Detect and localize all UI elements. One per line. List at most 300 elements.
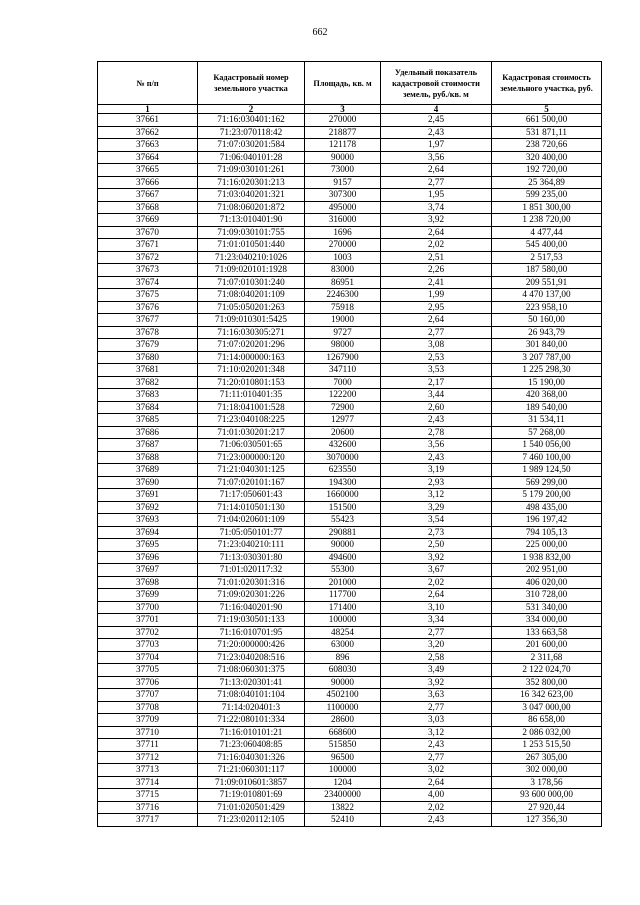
row-number-cell: 37666 [98, 176, 198, 189]
table-row [98, 514, 602, 527]
row-number-cell: 37683 [98, 389, 198, 402]
cadastral-cost-cell: 201 600,00 [492, 639, 602, 652]
cadastral-cost-cell: 334 000,00 [492, 614, 602, 627]
area-cell: 494600 [305, 551, 381, 564]
area-cell: 307300 [305, 189, 381, 202]
table-row [98, 351, 602, 364]
cadastral-cost-cell: 267 305,00 [492, 751, 602, 764]
unit-value-cell: 3,63 [381, 689, 492, 702]
table-row [98, 764, 602, 777]
table-row [98, 776, 602, 789]
cadastral-number-cell: 71:16:020301:213 [198, 176, 305, 189]
table-row [98, 189, 602, 202]
table-row [98, 214, 602, 227]
unit-value-cell: 3,02 [381, 764, 492, 777]
cadastral-number-cell: 71:16:040301:326 [198, 751, 305, 764]
cadastral-number-cell: 71:01:020117:32 [198, 564, 305, 577]
cadastral-number-cell: 71:16:010101:21 [198, 726, 305, 739]
column-number: 2 [198, 105, 305, 114]
unit-value-cell: 3,92 [381, 551, 492, 564]
area-cell: 55423 [305, 514, 381, 527]
row-number-cell: 37698 [98, 576, 198, 589]
row-number-cell: 37673 [98, 264, 198, 277]
area-cell: 9157 [305, 176, 381, 189]
unit-value-cell: 2,43 [381, 451, 492, 464]
cadastral-number-cell: 71:14:000000:163 [198, 351, 305, 364]
unit-value-cell: 1,95 [381, 189, 492, 202]
area-cell: 12977 [305, 414, 381, 427]
area-cell: 100000 [305, 764, 381, 777]
cadastral-number-cell: 71:07:020201:296 [198, 339, 305, 352]
row-number-cell: 37695 [98, 539, 198, 552]
area-cell: 432600 [305, 439, 381, 452]
area-cell: 72900 [305, 401, 381, 414]
cadastral-cost-cell: 3 047 000,00 [492, 701, 602, 714]
cadastral-cost-cell: 209 551,91 [492, 276, 602, 289]
cadastral-number-cell: 71:05:050101:77 [198, 526, 305, 539]
table-row [98, 614, 602, 627]
table-row [98, 289, 602, 302]
area-cell: 3070000 [305, 451, 381, 464]
area-cell: 151500 [305, 501, 381, 514]
cadastral-cost-cell: 57 268,00 [492, 426, 602, 439]
table-row [98, 814, 602, 827]
row-number-cell: 37664 [98, 151, 198, 164]
cadastral-cost-cell: 420 368,00 [492, 389, 602, 402]
row-number-cell: 37709 [98, 714, 198, 727]
table-row [98, 451, 602, 464]
row-number-cell: 37708 [98, 701, 198, 714]
page-number: 662 [312, 27, 328, 38]
area-cell: 83000 [305, 264, 381, 277]
cadastral-number-cell: 71:21:060301:117 [198, 764, 305, 777]
row-number-cell: 37713 [98, 764, 198, 777]
unit-value-cell: 3,49 [381, 664, 492, 677]
header-row-number: № п/п [98, 62, 198, 105]
unit-value-cell: 3,56 [381, 151, 492, 164]
row-number-cell: 37706 [98, 676, 198, 689]
area-cell: 201000 [305, 576, 381, 589]
cadastral-number-cell: 71:01:020501:429 [198, 801, 305, 814]
unit-value-cell: 3,92 [381, 214, 492, 227]
row-number-cell: 37685 [98, 414, 198, 427]
cadastral-cost-cell: 320 400,00 [492, 151, 602, 164]
table-row [98, 626, 602, 639]
area-cell: 1696 [305, 226, 381, 239]
cadastral-number-cell: 71:18:041001:528 [198, 401, 305, 414]
unit-value-cell: 3,10 [381, 601, 492, 614]
table-row [98, 164, 602, 177]
table-row [98, 539, 602, 552]
unit-value-cell: 3,19 [381, 464, 492, 477]
table-row [98, 364, 602, 377]
unit-value-cell: 2,17 [381, 376, 492, 389]
row-number-cell: 37693 [98, 514, 198, 527]
unit-value-cell: 2,53 [381, 351, 492, 364]
table-body [98, 114, 602, 827]
header-cadastral-number: Кадастровый номер земельного участка [198, 62, 305, 105]
cadastral-number-cell: 71:23:040210:1026 [198, 251, 305, 264]
cadastral-cost-cell: 50 160,00 [492, 314, 602, 327]
table-row [98, 426, 602, 439]
unit-value-cell: 2,50 [381, 539, 492, 552]
table-row [98, 314, 602, 327]
area-cell: 1660000 [305, 489, 381, 502]
table-row [98, 526, 602, 539]
unit-value-cell: 2,64 [381, 589, 492, 602]
cadastral-cost-cell: 661 500,00 [492, 114, 602, 127]
cadastral-number-cell: 71:09:010301:5425 [198, 314, 305, 327]
table-row [98, 239, 602, 252]
row-number-cell: 37682 [98, 376, 198, 389]
row-number-cell: 37700 [98, 601, 198, 614]
cadastral-cost-cell: 196 197,42 [492, 514, 602, 527]
cadastral-cost-cell: 1 989 124,50 [492, 464, 602, 477]
unit-value-cell: 3,12 [381, 726, 492, 739]
cadastral-cost-cell: 2 122 024,70 [492, 664, 602, 677]
area-cell: 495000 [305, 201, 381, 214]
cadastral-cost-cell: 1 238 720,00 [492, 214, 602, 227]
area-cell: 73000 [305, 164, 381, 177]
row-number-cell: 37676 [98, 301, 198, 314]
row-number-cell: 37669 [98, 214, 198, 227]
cadastral-number-cell: 71:01:020301:316 [198, 576, 305, 589]
table-row [98, 339, 602, 352]
row-number-cell: 37677 [98, 314, 198, 327]
cadastral-number-cell: 71:09:030101:261 [198, 164, 305, 177]
cadastral-cost-cell: 406 020,00 [492, 576, 602, 589]
cadastral-number-cell: 71:07:030201:584 [198, 139, 305, 152]
row-number-cell: 37716 [98, 801, 198, 814]
row-number-cell: 37707 [98, 689, 198, 702]
row-number-cell: 37691 [98, 489, 198, 502]
unit-value-cell: 3,03 [381, 714, 492, 727]
cadastral-cost-cell: 2 517,53 [492, 251, 602, 264]
unit-value-cell: 2,43 [381, 814, 492, 827]
area-cell: 28600 [305, 714, 381, 727]
area-cell: 270000 [305, 114, 381, 127]
table-row [98, 301, 602, 314]
row-number-cell: 37696 [98, 551, 198, 564]
cadastral-number-cell: 71:14:020401:3 [198, 701, 305, 714]
row-number-cell: 37710 [98, 726, 198, 739]
area-cell: 90000 [305, 151, 381, 164]
cadastral-number-cell: 71:19:010801:69 [198, 789, 305, 802]
row-number-cell: 37663 [98, 139, 198, 152]
area-cell: 218877 [305, 126, 381, 139]
cadastral-number-cell: 71:20:000000:426 [198, 639, 305, 652]
cadastral-number-cell: 71:11:010401:35 [198, 389, 305, 402]
cadastral-number-cell: 71:06:040101:28 [198, 151, 305, 164]
cadastral-cost-cell: 2 086 032,00 [492, 726, 602, 739]
row-number-cell: 37689 [98, 464, 198, 477]
unit-value-cell: 3,12 [381, 489, 492, 502]
cadastral-cost-cell: 302 000,00 [492, 764, 602, 777]
unit-value-cell: 3,67 [381, 564, 492, 577]
area-cell: 194300 [305, 476, 381, 489]
table-row [98, 176, 602, 189]
row-number-cell: 37674 [98, 276, 198, 289]
row-number-cell: 37670 [98, 226, 198, 239]
cadastral-cost-cell: 7 460 100,00 [492, 451, 602, 464]
area-cell: 13822 [305, 801, 381, 814]
table-row [98, 639, 602, 652]
cadastral-cost-cell: 5 179 200,00 [492, 489, 602, 502]
area-cell: 4502100 [305, 689, 381, 702]
cadastral-number-cell: 71:01:030201:217 [198, 426, 305, 439]
unit-value-cell: 2,64 [381, 226, 492, 239]
unit-value-cell: 2,41 [381, 276, 492, 289]
cadastral-number-cell: 71:23:070118:42 [198, 126, 305, 139]
unit-value-cell: 2,77 [381, 751, 492, 764]
cadastral-number-cell: 71:10:020201:348 [198, 364, 305, 377]
unit-value-cell: 1,97 [381, 139, 492, 152]
cadastral-cost-cell: 27 920,44 [492, 801, 602, 814]
cadastral-number-cell: 71:08:040101:104 [198, 689, 305, 702]
unit-value-cell: 2,73 [381, 526, 492, 539]
unit-value-cell: 2,64 [381, 776, 492, 789]
unit-value-cell: 2,64 [381, 164, 492, 177]
cadastral-cost-cell: 310 728,00 [492, 589, 602, 602]
row-number-cell: 37699 [98, 589, 198, 602]
unit-value-cell: 2,77 [381, 176, 492, 189]
cadastral-cost-cell: 3 207 787,00 [492, 351, 602, 364]
unit-value-cell: 2,02 [381, 239, 492, 252]
cadastral-number-cell: 71:03:040201:321 [198, 189, 305, 202]
row-number-cell: 37679 [98, 339, 198, 352]
cadastral-number-cell: 71:22:080101:334 [198, 714, 305, 727]
row-number-cell: 37686 [98, 426, 198, 439]
table-row [98, 789, 602, 802]
row-number-cell: 37680 [98, 351, 198, 364]
area-cell: 9727 [305, 326, 381, 339]
cadastral-number-cell: 71:23:020112:105 [198, 814, 305, 827]
column-number-row [98, 105, 602, 114]
cadastral-cost-cell: 531 871,11 [492, 126, 602, 139]
table-row [98, 689, 602, 702]
row-number-cell: 37671 [98, 239, 198, 252]
area-cell: 316000 [305, 214, 381, 227]
row-number-cell: 37672 [98, 251, 198, 264]
area-cell: 608030 [305, 664, 381, 677]
table-row [98, 139, 602, 152]
table-row [98, 801, 602, 814]
cadastral-number-cell: 71:09:020301:226 [198, 589, 305, 602]
unit-value-cell: 1,99 [381, 289, 492, 302]
row-number-cell: 37714 [98, 776, 198, 789]
cadastral-cost-cell: 301 840,00 [492, 339, 602, 352]
cadastral-cost-cell: 127 356,30 [492, 814, 602, 827]
unit-value-cell: 3,56 [381, 439, 492, 452]
row-number-cell: 37711 [98, 739, 198, 752]
table-row [98, 114, 602, 127]
table-row [98, 126, 602, 139]
area-cell: 55300 [305, 564, 381, 577]
area-cell: 347110 [305, 364, 381, 377]
table-row [98, 264, 602, 277]
table-row [98, 464, 602, 477]
unit-value-cell: 2,51 [381, 251, 492, 264]
cadastral-cost-cell: 93 600 000,00 [492, 789, 602, 802]
unit-value-cell: 2,77 [381, 626, 492, 639]
cadastral-cost-cell: 1 540 056,00 [492, 439, 602, 452]
cadastral-number-cell: 71:08:060201:872 [198, 201, 305, 214]
column-number: 1 [98, 105, 198, 114]
table-row [98, 726, 602, 739]
row-number-cell: 37675 [98, 289, 198, 302]
area-cell: 98000 [305, 339, 381, 352]
table-row [98, 664, 602, 677]
cadastral-cost-cell: 794 105,13 [492, 526, 602, 539]
table-row [98, 601, 602, 614]
area-cell: 623550 [305, 464, 381, 477]
cadastral-number-cell: 71:07:020101:167 [198, 476, 305, 489]
row-number-cell: 37717 [98, 814, 198, 827]
cadastral-number-cell: 71:23:060408:85 [198, 739, 305, 752]
table-row [98, 414, 602, 427]
unit-value-cell: 3,08 [381, 339, 492, 352]
area-cell: 100000 [305, 614, 381, 627]
unit-value-cell: 2,43 [381, 739, 492, 752]
table-row [98, 589, 602, 602]
table-row [98, 501, 602, 514]
cadastral-cost-cell: 225 000,00 [492, 539, 602, 552]
cadastral-cost-cell: 599 235,00 [492, 189, 602, 202]
cadastral-cost-cell: 4 470 137,00 [492, 289, 602, 302]
cadastral-cost-cell: 31 534,11 [492, 414, 602, 427]
area-cell: 7000 [305, 376, 381, 389]
area-cell: 270000 [305, 239, 381, 252]
table-row [98, 226, 602, 239]
table-row [98, 251, 602, 264]
cadastral-number-cell: 71:23:000000:120 [198, 451, 305, 464]
table-row [98, 276, 602, 289]
unit-value-cell: 2,95 [381, 301, 492, 314]
cadastral-number-cell: 71:16:030305:271 [198, 326, 305, 339]
cadastral-number-cell: 71:17:050601:43 [198, 489, 305, 502]
cadastral-cost-cell: 498 435,00 [492, 501, 602, 514]
table-row [98, 576, 602, 589]
cadastral-number-cell: 71:05:050201:263 [198, 301, 305, 314]
cadastral-number-cell: 71:16:010701:95 [198, 626, 305, 639]
table-row [98, 676, 602, 689]
cadastral-cost-cell: 16 342 623,00 [492, 689, 602, 702]
table-row [98, 401, 602, 414]
unit-value-cell: 3,29 [381, 501, 492, 514]
area-cell: 121178 [305, 139, 381, 152]
area-cell: 90000 [305, 539, 381, 552]
table-row [98, 376, 602, 389]
area-cell: 896 [305, 651, 381, 664]
cadastral-number-cell: 71:23:040208:516 [198, 651, 305, 664]
row-number-cell: 37690 [98, 476, 198, 489]
cadastral-number-cell: 71:16:040201:90 [198, 601, 305, 614]
cadastral-number-cell: 71:20:010801:153 [198, 376, 305, 389]
unit-value-cell: 2,64 [381, 314, 492, 327]
unit-value-cell: 2,77 [381, 701, 492, 714]
area-cell: 117700 [305, 589, 381, 602]
area-cell: 19000 [305, 314, 381, 327]
cadastral-cost-cell: 192 720,00 [492, 164, 602, 177]
row-number-cell: 37715 [98, 789, 198, 802]
table-row [98, 564, 602, 577]
cadastral-cost-cell: 26 943,79 [492, 326, 602, 339]
table-row [98, 551, 602, 564]
table-row [98, 326, 602, 339]
cadastral-cost-cell: 223 958,10 [492, 301, 602, 314]
row-number-cell: 37703 [98, 639, 198, 652]
header-cadastral-cost: Кадастровая стоимость земельного участка, руб. [492, 62, 602, 105]
unit-value-cell: 2,45 [381, 114, 492, 127]
unit-value-cell: 3,54 [381, 514, 492, 527]
table-row [98, 701, 602, 714]
table-row [98, 476, 602, 489]
row-number-cell: 37692 [98, 501, 198, 514]
cadastral-number-cell: 71:01:010501:440 [198, 239, 305, 252]
header-unit-value: Удельный показатель кадастровой стоимости земель, руб./кв. м [381, 62, 492, 105]
row-number-cell: 37665 [98, 164, 198, 177]
unit-value-cell: 2,60 [381, 401, 492, 414]
row-number-cell: 37681 [98, 364, 198, 377]
cadastral-cost-cell: 238 720,66 [492, 139, 602, 152]
unit-value-cell: 2,93 [381, 476, 492, 489]
cadastral-cost-cell: 187 580,00 [492, 264, 602, 277]
area-cell: 515850 [305, 739, 381, 752]
cadastral-cost-cell: 133 663,58 [492, 626, 602, 639]
unit-value-cell: 2,26 [381, 264, 492, 277]
row-number-cell: 37687 [98, 439, 198, 452]
unit-value-cell: 2,02 [381, 576, 492, 589]
row-number-cell: 37661 [98, 114, 198, 127]
row-number-cell: 37688 [98, 451, 198, 464]
area-cell: 1204 [305, 776, 381, 789]
table-header-row [98, 62, 602, 105]
unit-value-cell: 2,43 [381, 126, 492, 139]
cadastral-cost-cell: 531 340,00 [492, 601, 602, 614]
column-number: 4 [381, 105, 492, 114]
table-row [98, 151, 602, 164]
cadastral-number-cell: 71:13:010401:90 [198, 214, 305, 227]
column-number: 5 [492, 105, 602, 114]
cadastral-number-cell: 71:16:030401:162 [198, 114, 305, 127]
area-cell: 90000 [305, 676, 381, 689]
cadastral-number-cell: 71:07:010301:240 [198, 276, 305, 289]
table-row [98, 201, 602, 214]
cadastral-number-cell: 71:13:030301:80 [198, 551, 305, 564]
cadastral-cost-cell: 352 800,00 [492, 676, 602, 689]
unit-value-cell: 3,34 [381, 614, 492, 627]
area-cell: 96500 [305, 751, 381, 764]
cadastral-number-cell: 71:09:020101:1928 [198, 264, 305, 277]
area-cell: 290881 [305, 526, 381, 539]
unit-value-cell: 3,92 [381, 676, 492, 689]
cadastral-number-cell: 71:09:030101:755 [198, 226, 305, 239]
cadastral-number-cell: 71:04:020601:109 [198, 514, 305, 527]
cadastral-cost-cell: 86 658,00 [492, 714, 602, 727]
cadastral-cost-cell: 15 190,00 [492, 376, 602, 389]
cadastral-cost-cell: 189 540,00 [492, 401, 602, 414]
row-number-cell: 37678 [98, 326, 198, 339]
unit-value-cell: 3,74 [381, 201, 492, 214]
row-number-cell: 37667 [98, 189, 198, 202]
area-cell: 63000 [305, 639, 381, 652]
table-row [98, 651, 602, 664]
table-row [98, 739, 602, 752]
unit-value-cell: 3,44 [381, 389, 492, 402]
unit-value-cell: 2,43 [381, 414, 492, 427]
cadastral-cost-cell: 1 253 515,50 [492, 739, 602, 752]
area-cell: 20600 [305, 426, 381, 439]
